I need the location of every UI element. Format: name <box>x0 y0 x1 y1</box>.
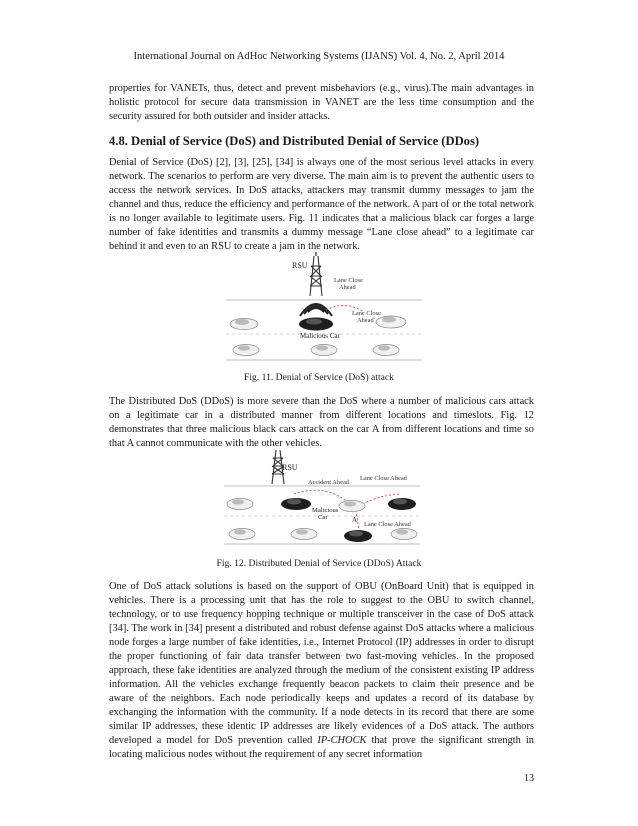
rsu-tower-icon <box>310 252 322 296</box>
fig12-malicious-label: Malicious <box>312 507 339 514</box>
fig11-lane-label-2: Lane Close <box>352 310 381 317</box>
fig12-accident-label: Accident Ahead <box>308 479 349 486</box>
paragraph-intro: properties for VANETs, thus, detect and prevent misbehaviors (e.g., virus).The main advantages in holistic protocol for secure data transmission in VANET are the less time consumption and the security assured for both outsider and insider attacks. <box>109 83 534 122</box>
car-white-1 <box>230 319 258 330</box>
figure-ddos-attack <box>224 448 420 548</box>
signal-wave-icon <box>300 304 332 316</box>
car-malicious-black-1 <box>281 498 311 510</box>
paragraph-dos-solutions-text: One of DoS attack solutions is based on the support of OBU (OnBoard Unit) that is equipped in vehicles. There is a processing unit that has the role to suggest to the OBU to switch channel, technology, or to use frequency hopping technique or multiple transceiver in the case of DoS attack [34]. The work in [34] present a distributed and robust defense against DoS attacks where a malicious node forges a large number of fake identities, i.e., Internet Protocol (IP) addresses in order to disrupt the proper functioning of fair data transfer between two fast-moving vehicles. In the proposed approach, these fake identities are analyzed through the medium of the consistent existing IP address information. All the vehicles exchange frequently beacon packets to claim their presence and be aware of the neighbors. Each node periodically keeps and updates a record of its database by exchanging the information with the community. If a node detects in its record that there are some similar IP addresses, these identic IP addresses are likely evidences of a DoS attack. The authors developed a model for DoS prevention called <box>109 581 534 746</box>
car-white-3 <box>233 345 259 356</box>
car-malicious-black-3 <box>344 530 372 542</box>
fig11-malicious-label: Malicious Car <box>300 332 340 340</box>
journal-header: International Journal on AdHoc Networking Systems (IJANS) Vol. 4, No. 2, April 2014 <box>133 51 505 62</box>
fig12-lane-top-label: Lane Close Ahead <box>360 475 407 482</box>
paragraph-dos: Denial of Service (DoS) [2], [3], [25], [34] is always one of the most serious level attacks in every network. The scenarios to perform are very diverse. The main aim is to prevent the authentic users to access the network services. In DoS attacks, attackers may transmit dummy messages to jam the channel and thus, reduce the efficiency and performance of the network. A part of or the total network is no longer available to legitimate users. Fig. 11 indicates that a malicious black car forges a large number of fake identities and transmits a dummy message “Lane close ahead” to a legitimate car behind it and even to an RSU to create a jam in the network. <box>109 157 534 252</box>
car-white-5 <box>373 345 399 356</box>
car-white-1 <box>227 499 253 510</box>
fig11-lane-label-1: Lane Close <box>334 277 363 284</box>
car-malicious-black-2 <box>388 498 416 510</box>
paragraph-dos-solutions-tail: that prove the significant strength in locating malicious nodes without the requirement of any secret information <box>109 735 534 760</box>
fig12-car-a-label: A <box>352 516 358 524</box>
car-white-4 <box>311 345 337 356</box>
fig12-lane-bottom-label: Lane Close Ahead <box>364 521 411 528</box>
page-number: 13 <box>524 773 534 784</box>
car-malicious-black <box>299 318 333 331</box>
figure-dos-attack <box>226 252 422 362</box>
car-white-4 <box>391 529 417 540</box>
paragraph-ddos: The Distributed DoS (DDoS) is more severe than the DoS where a number of malicious cars attack on a legitimate car in a distributed manner from different locations and timeslots. Fig. 12 demonstrates that three malicious black cars attack on the car A from different locations and time so that A cannot communicate with the other vehicles. <box>109 396 534 449</box>
car-white-2 <box>376 316 406 328</box>
fig11-ahead-label-2: Ahead <box>357 317 374 324</box>
fig12-rsu-label: RSU <box>282 463 298 472</box>
fig11-rsu-label: RSU <box>292 261 308 270</box>
ip-chock-term: IP-CHOCK <box>317 735 367 746</box>
paragraph-dos-solutions <box>109 580 534 762</box>
fig12-car-label: Car <box>318 514 328 521</box>
car-a-white <box>339 501 365 512</box>
fig11-caption: Fig. 11. Denial of Service (DoS) attack <box>244 372 394 383</box>
fig11-ahead-label-1: Ahead <box>339 284 356 291</box>
car-white-3 <box>291 529 317 540</box>
fig12-caption: Fig. 12. Distributed Denial of Service (DDoS) Attack <box>216 558 422 569</box>
car-white-2 <box>229 529 255 540</box>
section-heading: 4.8. Denial of Service (DoS) and Distributed Denial of Service (DDos) <box>109 134 480 148</box>
